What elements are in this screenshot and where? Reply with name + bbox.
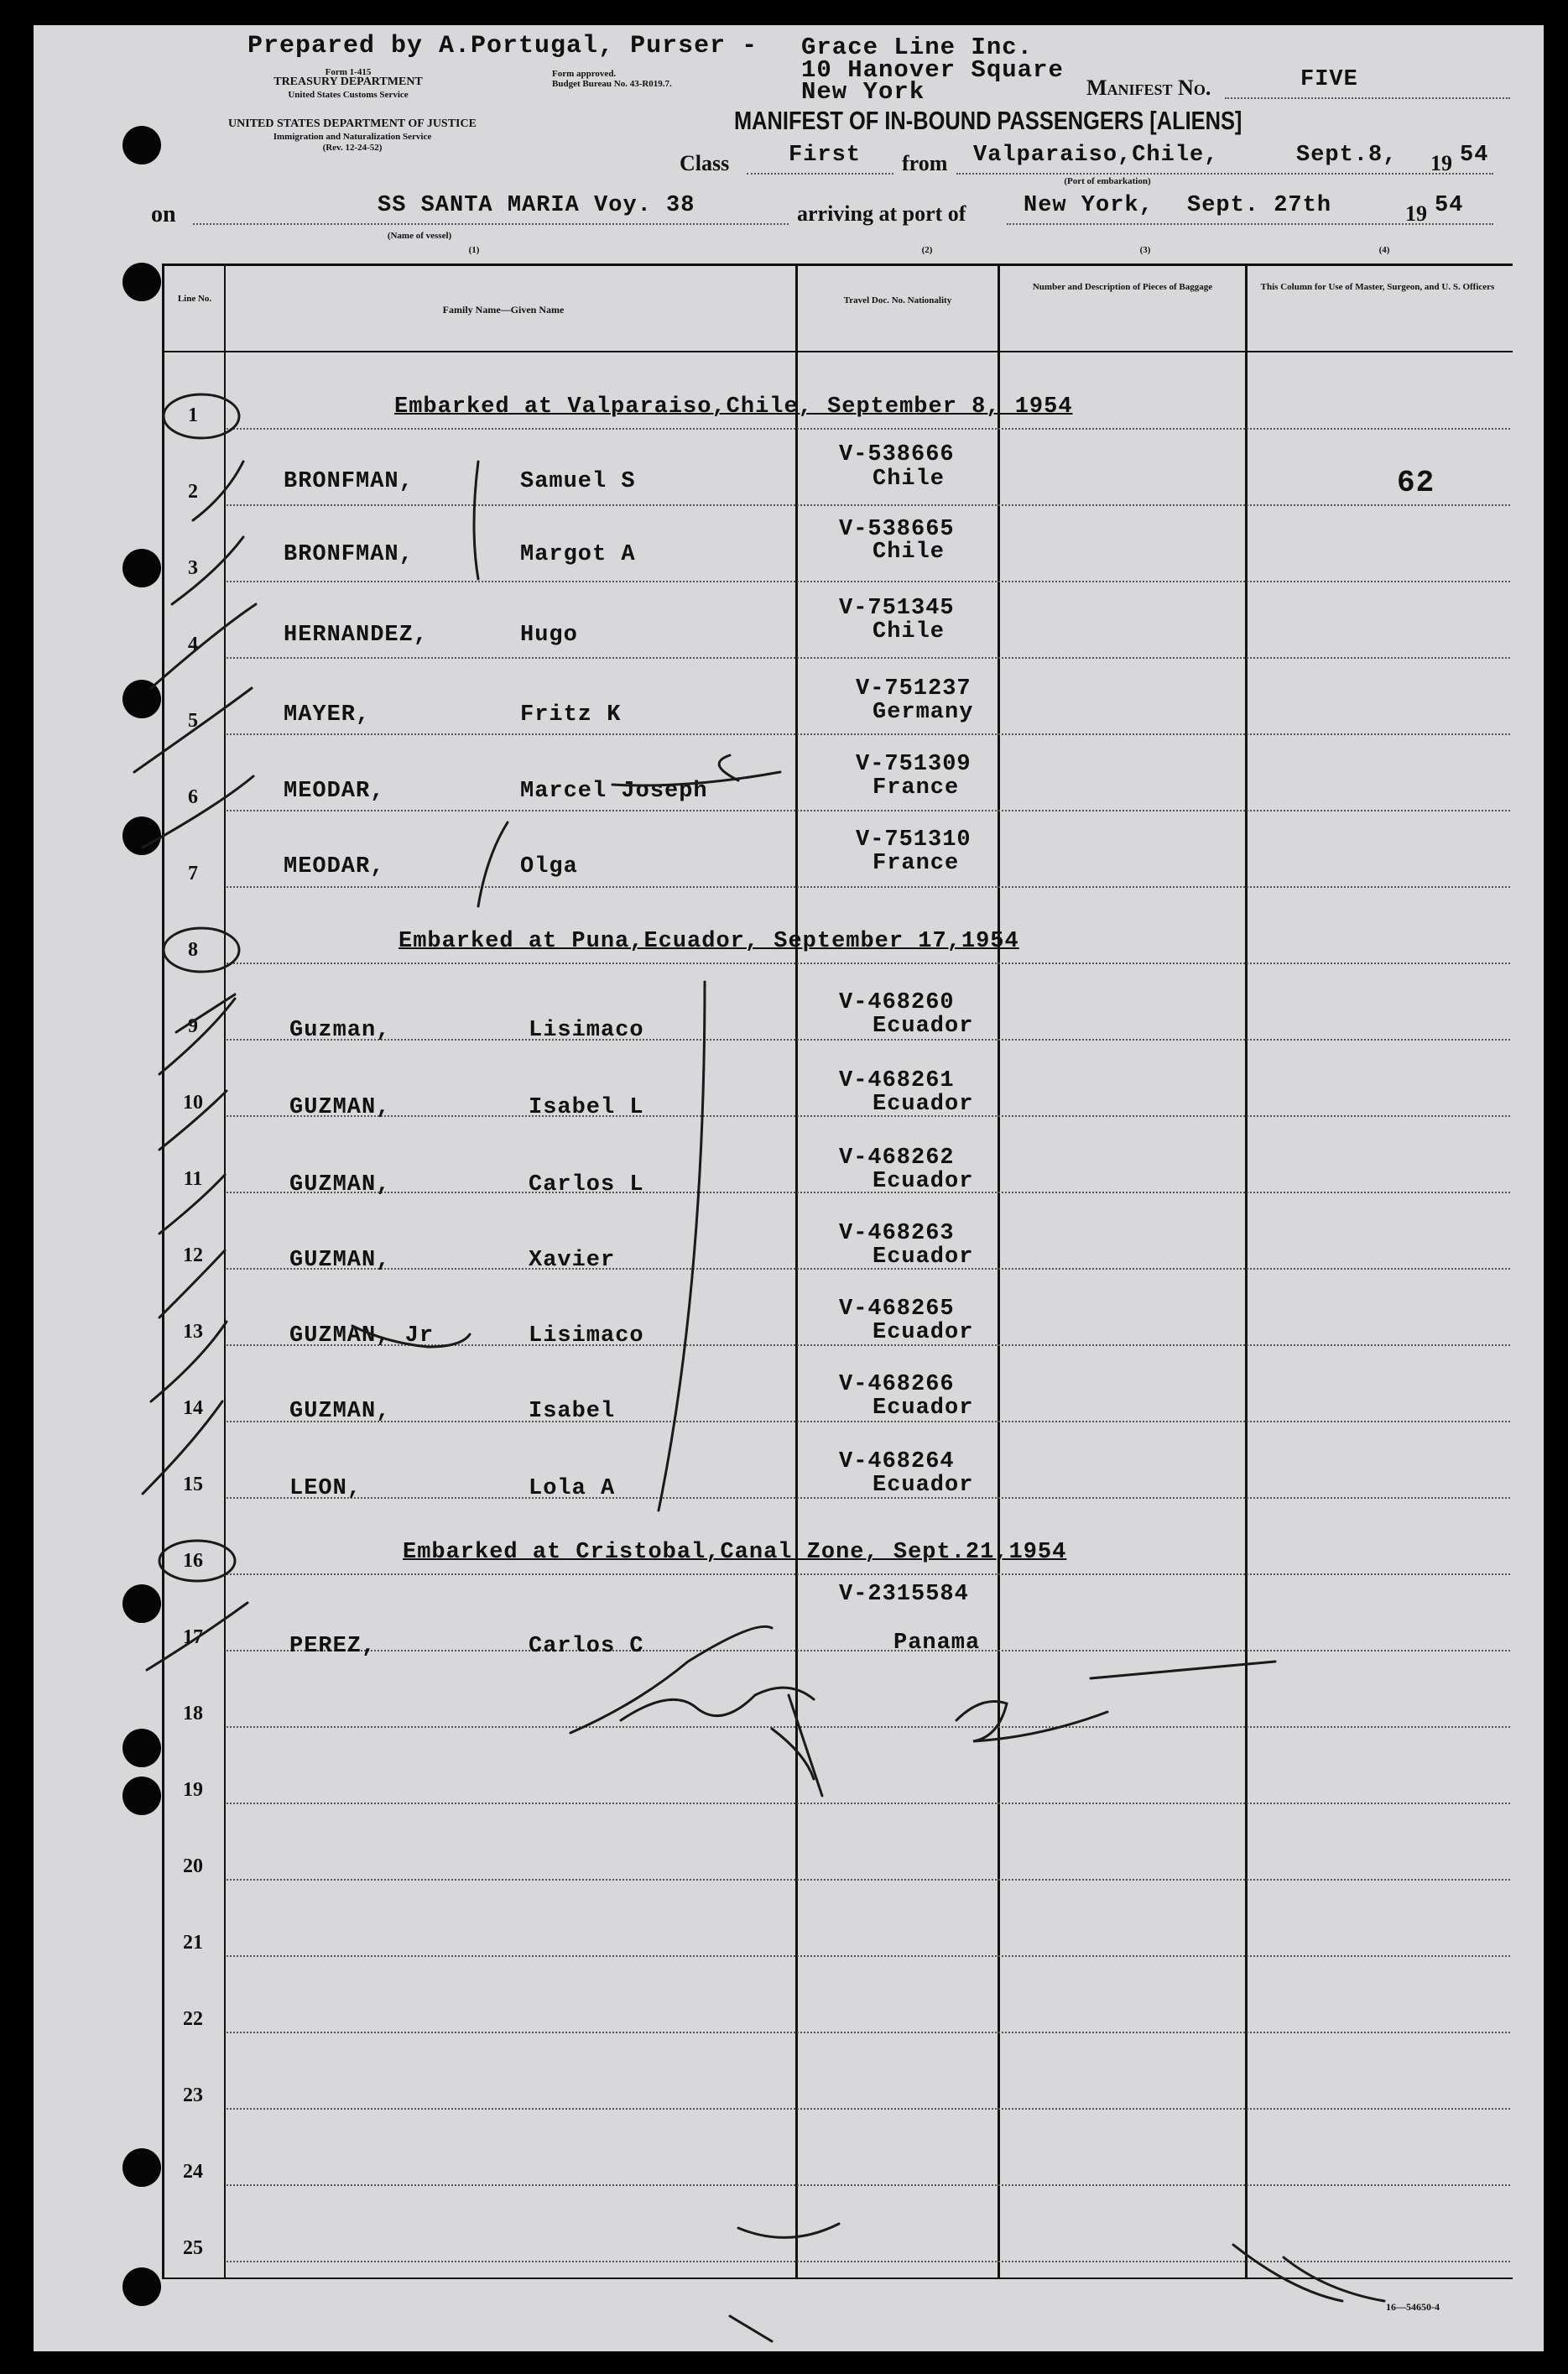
col-num-4: (4)	[1378, 245, 1390, 255]
family-name: LEON,	[289, 1476, 362, 1501]
nationality: Germany	[873, 700, 974, 725]
given-name: Lisimaco	[529, 1323, 644, 1349]
line-number: 17	[183, 1626, 203, 1648]
vessel-caption: (Name of vessel)	[387, 231, 452, 241]
handwritten-marks	[34, 25, 1544, 2351]
travel-doc: V-2315584	[839, 1582, 969, 1607]
arrival-year-prefix: 19	[1405, 201, 1427, 226]
family-name: BRONFMAN,	[284, 469, 414, 494]
family-name: GUZMAN,	[289, 1248, 391, 1273]
nationality: Chile	[873, 540, 945, 565]
line-number: 22	[183, 2008, 203, 2030]
travel-doc: V-468260	[839, 990, 955, 1015]
embark-date: Sept.8,	[1296, 143, 1398, 168]
class-label: Class	[680, 151, 730, 175]
on-label: on	[151, 201, 176, 227]
travel-doc: V-468264	[839, 1449, 955, 1474]
family-name: GUZMAN,	[289, 1172, 391, 1197]
line-number: 14	[183, 1397, 203, 1419]
embark-port: Valparaiso,Chile,	[973, 143, 1219, 168]
travel-doc: V-538665	[839, 517, 955, 542]
travel-doc: V-468263	[839, 1221, 955, 1246]
binder-hole	[122, 817, 161, 855]
arrival-date: Sept. 27th	[1187, 193, 1332, 218]
line-number: 6	[188, 786, 198, 808]
family-name: GUZMAN,	[289, 1095, 391, 1120]
treasury-dept: TREASURY DEPARTMENT	[273, 76, 423, 88]
header-name: Family Name—Given Name	[442, 304, 565, 316]
from-label: from	[902, 151, 948, 175]
line-number: 19	[183, 1779, 203, 1801]
justice-dept: UNITED STATES DEPARTMENT OF JUSTICE	[228, 117, 477, 130]
preparer-line: Prepared by A.Portugal, Purser -	[247, 32, 758, 60]
header-travel-doc: Travel Doc. No. Nationality	[843, 295, 952, 305]
nationality: Ecuador	[873, 1014, 974, 1039]
manifest-page	[34, 25, 1544, 2351]
line-number: 4	[188, 634, 198, 655]
given-name: Isabel L	[529, 1095, 644, 1120]
travel-doc: V-468262	[839, 1145, 955, 1171]
binder-hole	[122, 1777, 161, 1815]
header-baggage: Number and Description of Pieces of Baggage	[1032, 282, 1213, 292]
travel-doc: V-468261	[839, 1068, 955, 1093]
agent-line-2: 10 Hanover Square	[801, 56, 1064, 84]
officer-note: 62	[1397, 466, 1435, 500]
budget-bureau: Budget Bureau No. 43-R019.7.	[552, 79, 672, 89]
binder-hole	[122, 680, 161, 718]
binder-hole	[122, 1729, 161, 1767]
year-suffix: 54	[1460, 143, 1489, 168]
given-name: Lisimaco	[529, 1018, 644, 1043]
nationality: Ecuador	[873, 1320, 974, 1345]
nationality: Ecuador	[873, 1244, 974, 1270]
travel-doc: V-751345	[839, 596, 955, 621]
vessel-name: SS SANTA MARIA Voy. 38	[378, 193, 695, 218]
line-number: 13	[183, 1321, 203, 1343]
line-number: 20	[183, 1855, 203, 1877]
arrival-port: New York,	[1024, 193, 1154, 218]
binder-hole	[122, 2148, 161, 2187]
line-number: 24	[183, 2161, 203, 2183]
line-number: 11	[183, 1168, 203, 1190]
nationality: Chile	[873, 467, 945, 492]
line-number: 2	[188, 481, 198, 503]
given-name: Lola A	[529, 1476, 616, 1501]
form-approved: Form approved.	[552, 69, 617, 79]
line-number: 3	[188, 557, 198, 579]
given-name: Carlos C	[529, 1634, 644, 1659]
manifest-number: FIVE	[1300, 67, 1358, 92]
header-line-no: Line No.	[177, 294, 212, 304]
nationality: France	[873, 851, 960, 876]
given-name: Fritz K	[520, 702, 622, 728]
manifest-title: MANIFEST OF IN-BOUND PASSENGERS [ALIENS]	[734, 106, 1242, 135]
line-number: 18	[183, 1703, 203, 1724]
footer-code: 16—54650-4	[1386, 2301, 1440, 2313]
form-revision: (Rev. 12-24-52)	[322, 143, 383, 153]
customs-service: United States Customs Service	[288, 90, 409, 100]
ins-service: Immigration and Naturalization Service	[273, 132, 432, 142]
line-number: 9	[188, 1015, 198, 1037]
family-name: MEODAR,	[284, 854, 385, 879]
line-number: 8	[188, 939, 198, 961]
travel-doc: V-538666	[839, 442, 955, 467]
line-number: 1	[188, 404, 198, 426]
given-name: Margot A	[520, 542, 636, 567]
family-name: MAYER,	[284, 702, 371, 728]
port-embark-caption: (Port of embarkation)	[1064, 176, 1151, 186]
family-name: MEODAR,	[284, 779, 385, 804]
family-name: GUZMAN, Jr	[289, 1323, 435, 1349]
manifest-no-label: Manifest No.	[1086, 76, 1211, 100]
given-name: Olga	[520, 854, 578, 879]
travel-doc: V-468265	[839, 1297, 955, 1322]
embark-note: Embarked at Puna,Ecuador, September 17,1954	[399, 929, 1019, 954]
nationality: France	[873, 775, 960, 801]
family-name: HERNANDEZ,	[284, 623, 429, 648]
agent-line-3: New York	[801, 78, 925, 106]
col-num-2: (2)	[921, 245, 933, 255]
line-number: 10	[183, 1092, 203, 1114]
class-value: First	[789, 143, 862, 168]
nationality: Ecuador	[873, 1092, 974, 1117]
form-number: Form 1-415	[325, 67, 372, 77]
family-name: GUZMAN,	[289, 1399, 391, 1424]
line-number: 25	[183, 2237, 203, 2259]
family-name: PEREZ,	[289, 1634, 377, 1659]
year-prefix: 19	[1430, 151, 1452, 175]
nationality: Ecuador	[873, 1473, 974, 1498]
line-number: 12	[183, 1244, 203, 1266]
family-name: BRONFMAN,	[284, 542, 414, 567]
nationality: Chile	[873, 619, 945, 644]
col-num-1: (1)	[468, 245, 480, 255]
travel-doc: V-751237	[856, 676, 972, 702]
line-number: 23	[183, 2084, 203, 2106]
given-name: Carlos L	[529, 1172, 644, 1197]
travel-doc: V-751310	[856, 827, 972, 853]
line-number: 7	[188, 863, 198, 884]
binder-hole	[122, 1584, 161, 1623]
nationality: Panama	[893, 1630, 981, 1656]
family-name: Guzman,	[289, 1018, 391, 1043]
embark-note: Embarked at Cristobal,Canal Zone, Sept.21,1954	[403, 1540, 1067, 1565]
given-name: Samuel S	[520, 469, 636, 494]
embark-note: Embarked at Valparaiso,Chile, September 8, 1954	[394, 394, 1073, 420]
binder-hole	[122, 549, 161, 587]
line-number: 5	[188, 710, 198, 732]
binder-hole	[122, 2267, 161, 2306]
given-name: Hugo	[520, 623, 578, 648]
col-num-3: (3)	[1139, 245, 1151, 255]
header-officers: This Column for Use of Master, Surgeon, and U. S. Officers	[1260, 282, 1495, 292]
given-name: Xavier	[529, 1248, 616, 1273]
travel-doc: V-468266	[839, 1372, 955, 1397]
nationality: Ecuador	[873, 1396, 974, 1421]
nationality: Ecuador	[873, 1169, 974, 1194]
arrival-year-suffix: 54	[1435, 193, 1464, 218]
given-name: Isabel	[529, 1399, 616, 1424]
line-number: 15	[183, 1474, 203, 1495]
arriving-label: arriving at port of	[797, 201, 966, 226]
given-name: Marcel Joseph	[520, 779, 708, 804]
binder-hole	[122, 263, 161, 301]
line-number: 21	[183, 1932, 203, 1954]
line-number: 16	[183, 1550, 203, 1572]
travel-doc: V-751309	[856, 752, 972, 777]
agent-line-1: Grace Line Inc.	[801, 34, 1034, 61]
